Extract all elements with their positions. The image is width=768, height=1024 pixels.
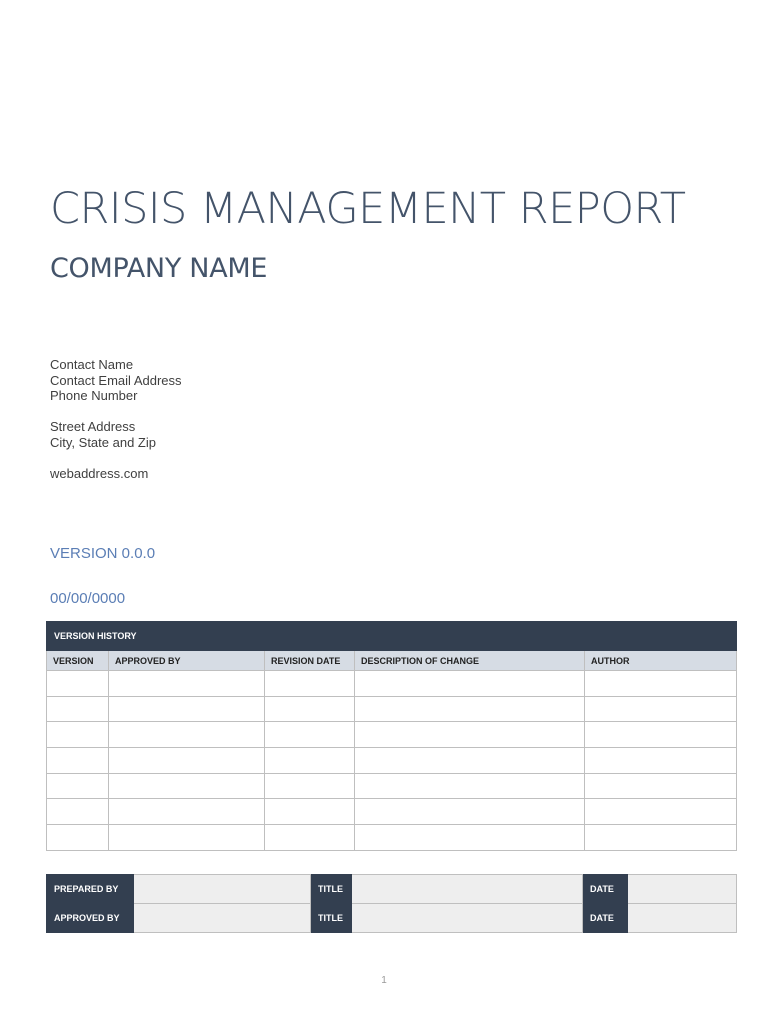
table-cell[interactable] [265, 773, 355, 799]
title-label: TITLE [311, 904, 352, 933]
table-cell[interactable] [265, 722, 355, 748]
table-cell[interactable] [585, 671, 737, 697]
table-cell[interactable] [585, 799, 737, 825]
table-cell[interactable] [355, 799, 585, 825]
date-label: DATE [583, 904, 628, 933]
table-row [47, 748, 737, 774]
table-cell[interactable] [47, 696, 109, 722]
table-cell[interactable] [47, 799, 109, 825]
table-row [47, 773, 737, 799]
title-label: TITLE [311, 875, 352, 904]
table-row [47, 825, 737, 851]
contact-email: Contact Email Address [50, 372, 182, 388]
date-label: DATE [583, 875, 628, 904]
table-cell[interactable] [355, 773, 585, 799]
table-cell[interactable] [585, 825, 737, 851]
table-cell[interactable] [265, 799, 355, 825]
table-row [47, 671, 737, 697]
contact-block [50, 357, 182, 481]
signoff-table [46, 874, 737, 933]
street-address: Street Address [50, 419, 136, 434]
table-cell[interactable] [109, 748, 265, 774]
contact-spacer [50, 404, 182, 420]
table-cell[interactable] [355, 696, 585, 722]
table-cell[interactable] [355, 748, 585, 774]
approved-by-row [47, 904, 737, 933]
page-number: 1 [381, 975, 387, 986]
approved-date-field[interactable] [628, 904, 737, 933]
table-cell[interactable] [585, 696, 737, 722]
table-cell[interactable] [585, 773, 737, 799]
table-row [47, 799, 737, 825]
column-header-author: AUTHOR [585, 651, 737, 671]
table-row [47, 722, 737, 748]
column-header-version: VERSION [47, 651, 109, 671]
table-cell[interactable] [47, 722, 109, 748]
version-label: VERSION 0.0.0 [50, 545, 156, 562]
prepared-title-field[interactable] [352, 875, 583, 904]
table-cell[interactable] [109, 773, 265, 799]
table-cell[interactable] [265, 825, 355, 851]
document-title: CRISIS MANAGEMENT REPORT [50, 184, 686, 234]
column-header-approved-by: APPROVED BY [109, 651, 265, 671]
table-cell[interactable] [265, 696, 355, 722]
web-address: webaddress.com [50, 465, 149, 481]
table-cell[interactable] [585, 722, 737, 748]
table-cell[interactable] [47, 773, 109, 799]
table-cell[interactable] [265, 671, 355, 697]
table-cell[interactable] [109, 671, 265, 697]
version-history-table [46, 621, 737, 851]
prepared-by-field[interactable] [134, 875, 311, 904]
approved-by-label: APPROVED BY [47, 904, 134, 933]
table-cell[interactable] [585, 748, 737, 774]
table-cell[interactable] [47, 671, 109, 697]
date-label: 00/00/0000 [50, 590, 126, 607]
table-cell[interactable] [355, 671, 585, 697]
version-history-title: VERSION HISTORY [47, 622, 737, 651]
prepared-date-field[interactable] [628, 875, 737, 904]
company-name: COMPANY NAME [50, 253, 268, 284]
table-cell[interactable] [109, 696, 265, 722]
table-cell[interactable] [355, 825, 585, 851]
table-cell[interactable] [109, 825, 265, 851]
table-cell[interactable] [265, 748, 355, 774]
prepared-by-label: PREPARED BY [47, 875, 134, 904]
table-cell[interactable] [355, 722, 585, 748]
column-header-description: DESCRIPTION OF CHANGE [355, 651, 585, 671]
table-cell[interactable] [47, 825, 109, 851]
approved-by-field[interactable] [134, 904, 311, 933]
column-header-revision-date: REVISION DATE [265, 651, 355, 671]
contact-spacer [50, 450, 182, 466]
contact-phone: Phone Number [50, 388, 138, 403]
table-cell[interactable] [109, 799, 265, 825]
prepared-by-row [47, 875, 737, 904]
contact-name: Contact Name [50, 357, 134, 372]
table-row [47, 696, 737, 722]
table-cell[interactable] [47, 748, 109, 774]
table-cell[interactable] [109, 722, 265, 748]
city-state-zip: City, State and Zip [50, 434, 156, 450]
approved-title-field[interactable] [352, 904, 583, 933]
